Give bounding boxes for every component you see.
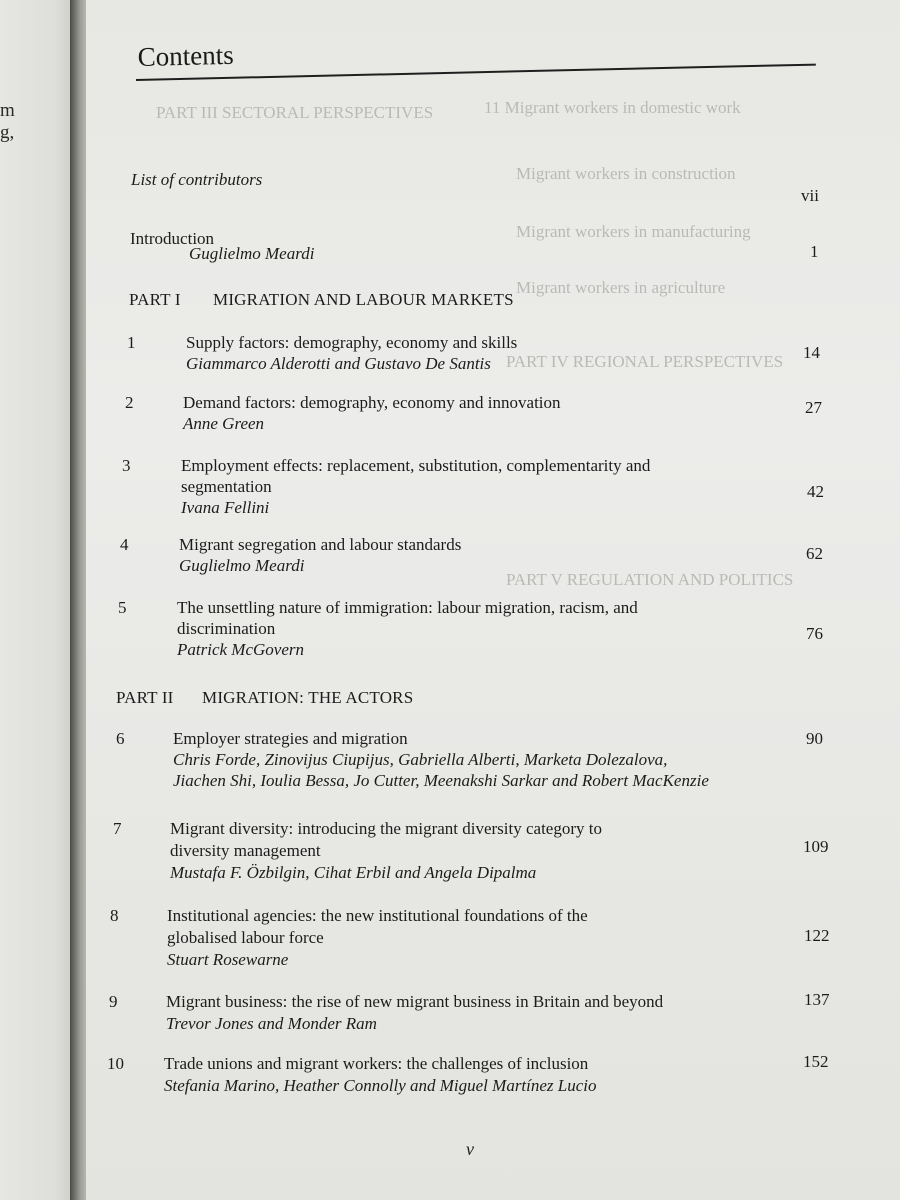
chapter-author: Ivana Fellini [181,498,270,517]
chapter-title[interactable]: Trade unions and migrant workers: the challenges of inclusion [164,1054,589,1073]
contributors-label[interactable]: List of contributors [131,170,263,189]
show-through: PART IV REGIONAL PERSPECTIVES [506,352,784,371]
chapter-author: Guglielmo Meardi [179,556,305,575]
chapter-number: 5 [118,598,127,617]
chapter-title[interactable]: globalised labour force [167,928,324,947]
chapter-number: 7 [113,819,122,838]
chapter-number: 8 [110,906,119,925]
introduction-author: Guglielmo Meardi [189,244,315,263]
chapter-title[interactable]: The unsettling nature of immigration: labour migration, racism, and [177,598,638,617]
chapter-title[interactable]: Demand factors: demography, economy and innovation [183,393,561,412]
chapter-title[interactable]: Employment effects: replacement, substitution, complementarity and [181,456,651,475]
part-title: MIGRATION AND LABOUR MARKETS [213,290,514,309]
chapter-title[interactable]: Institutional agencies: the new institutional foundations of the [167,906,588,925]
chapter-number: 3 [122,456,131,475]
chapter-page-number: 90 [806,729,823,748]
page-title: Contents [137,39,234,73]
part-label: PART I [129,290,181,309]
chapter-page-number: 109 [803,837,829,856]
chapter-title[interactable]: segmentation [181,477,272,496]
part-label: PART II [116,688,174,707]
chapter-title[interactable]: Migrant segregation and labour standards [179,535,462,554]
show-through: Migrant workers in agriculture [516,278,726,297]
part-heading [116,688,414,708]
introduction-page: 1 [810,242,819,261]
part-title: MIGRATION: THE ACTORS [202,688,414,707]
chapter-title[interactable]: Supply factors: demography, economy and skills [186,333,518,352]
chapter-page-number: 76 [806,624,823,643]
chapter-author: Chris Forde, Zinovijus Ciupijus, Gabriella Alberti, Marketa Dolezalova, [173,750,668,769]
chapter-title[interactable]: Migrant diversity: introducing the migrant diversity category to [170,819,602,838]
chapter-number: 10 [107,1054,124,1073]
show-through: PART III SECTORAL PERSPECTIVES [156,103,434,122]
show-through: 11 Migrant workers in domestic work [484,98,741,117]
chapter-page-number: 137 [804,990,830,1009]
chapter-page-number: 62 [806,544,823,563]
chapter-author: Anne Green [183,414,265,433]
chapter-author: Stefania Marino, Heather Connolly and Miguel Martínez Lucio [164,1076,597,1095]
show-through: Migrant workers in construction [516,164,736,183]
chapter-number: 2 [125,393,134,412]
chapter-author: Stuart Rosewarne [167,950,289,969]
chapter-number: 4 [120,535,129,554]
introduction-label[interactable]: Introduction [130,229,215,248]
chapter-title[interactable]: Employer strategies and migration [173,729,408,748]
chapter-author: Trevor Jones and Monder Ram [166,1014,377,1033]
chapter-page-number: 14 [803,343,820,362]
chapter-page-number: 152 [803,1052,829,1071]
show-through: PART V REGULATION AND POLITICS [506,570,794,589]
chapter-number: 9 [109,992,118,1011]
chapter-author: Patrick McGovern [177,640,304,659]
chapter-title[interactable]: Migrant business: the rise of new migrant business in Britain and beyond [166,992,664,1011]
show-through: Migrant workers in manufacturing [516,222,751,241]
chapter-page-number: 27 [805,398,822,417]
chapter-title[interactable]: discrimination [177,619,276,638]
facing-page [0,0,78,1200]
chapter-title[interactable]: diversity management [170,841,321,860]
chapter-author: Mustafa F. Özbilgin, Cihat Erbil and Angela Dipalma [170,863,537,882]
chapter-author: Jiachen Shi, Ioulia Bessa, Jo Cutter, Meenakshi Sarkar and Robert MacKenzie [173,771,709,790]
chapter-page-number: 42 [807,482,824,501]
contributors-page: vii [801,186,819,205]
page-folio: v [466,1139,474,1159]
chapter-number: 6 [116,729,125,748]
chapter-page-number: 122 [804,926,830,945]
chapter-author: Giammarco Alderotti and Gustavo De Santis [186,354,491,373]
facing-page-edge-text: m g, [0,100,15,143]
part-heading [129,290,514,310]
chapter-number: 1 [127,333,136,352]
